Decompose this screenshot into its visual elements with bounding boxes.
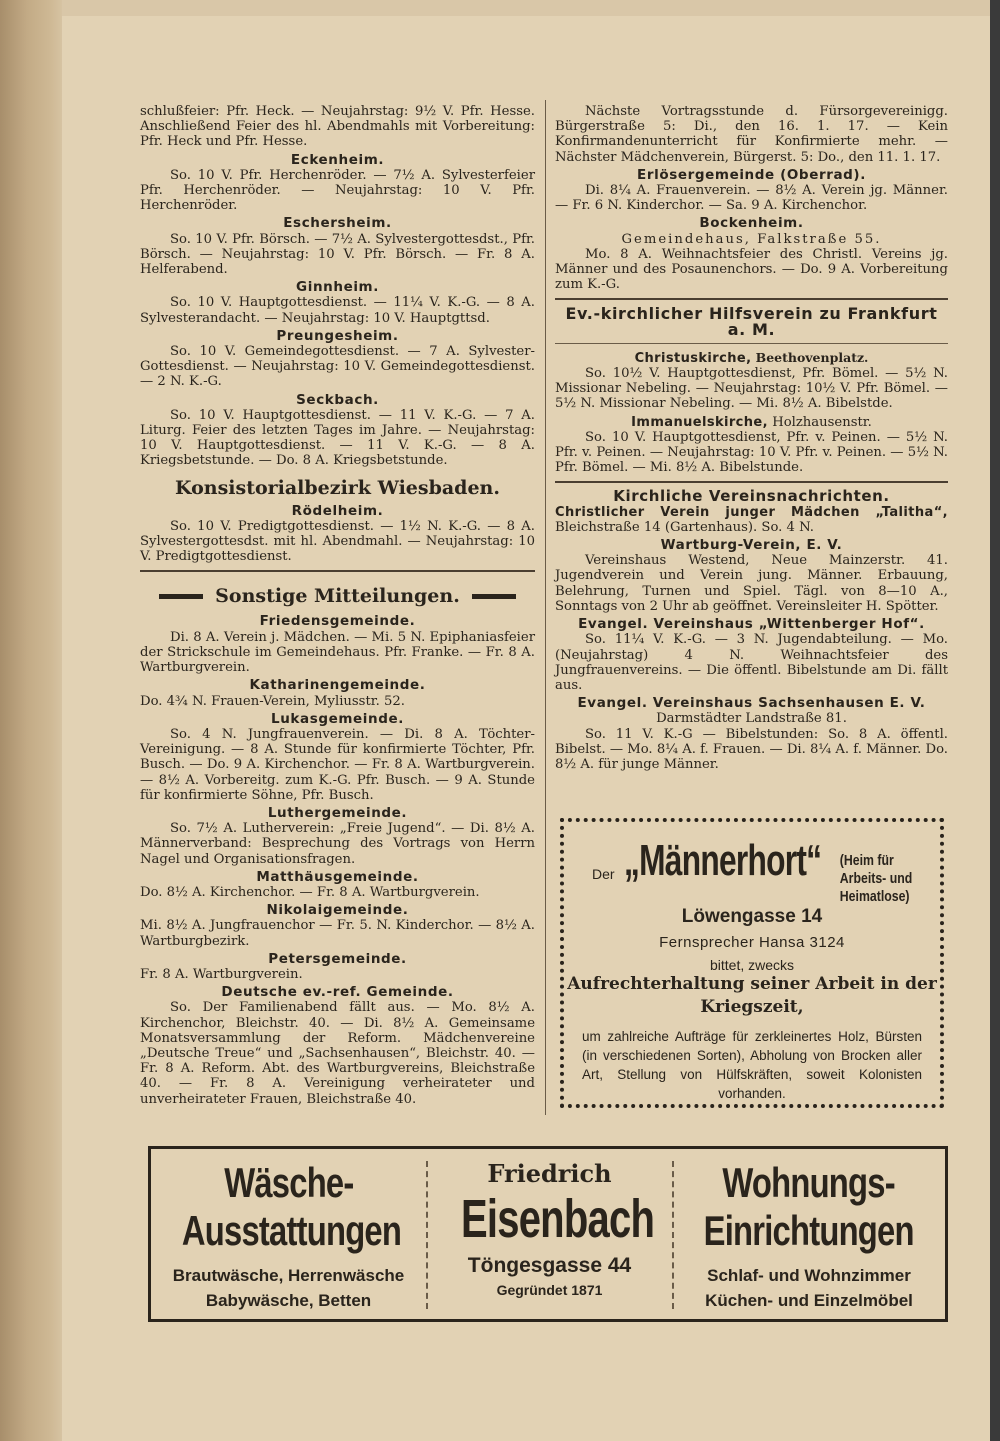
text-friedensgemeinde: Di. 8 A. Verein j. Mädchen. — Mi. 5 N. Epiphaniasfeier der Strickschule im Gemeindehaus. Pfr. Franke. — Fr. 8 A. Wartburgverein. <box>140 629 535 676</box>
heading-eckenheim: Eckenheim. <box>290 151 385 168</box>
immanuelskirche-sub: Holzhausenstr. <box>772 414 872 430</box>
text-ginnheim: So. 10 V. Hauptgottesdienst. — 11¼ V. K.-G. — 8 A. Sylvesterandacht. — Neujahrstag: 10 V. Hauptgttsd. <box>140 295 535 326</box>
right-column <box>555 104 948 775</box>
text-preungesheim: So. 10 V. Gemeindegottesdienst. — 7 A. Sylvester-Gottesdienst. — Neujahrstag: 10 V. Gemeindegottesdienst. — 2 N. K.-G. <box>140 344 535 390</box>
ad-left-line1: Brautwäsche, Herrenwäsche <box>172 1266 405 1285</box>
heading-erloesergemeinde: Erlösergemeinde (Oberrad). <box>637 166 866 183</box>
text-wartburg-verein: Vereinshaus Westend, Neue Mainzerstr. 41. Jugendverein und Verein jung. Männer. Erbauung, Belehrung, Turnen und Spiel. Tägl. von 8—10 A., Sonntags von 2 Uhr ab geöffnet. Vereinsleiter H. Spötter. <box>555 553 948 614</box>
heading-reformed-gemeinde: Deutsche ev.-ref. Gemeinde. <box>221 984 454 1001</box>
left-column <box>140 104 535 1110</box>
ad-waesche: Wäsche- <box>223 1159 354 1206</box>
text-matthaeusgemeinde: Do. 8½ A. Kirchenchor. — Fr. 8 A. Wartburgverein. <box>140 884 480 900</box>
section-heading-vereinsnachrichten: Kirchliche Vereinsnachrichten. <box>613 487 890 506</box>
heading-wittenberger-hof: Evangel. Vereinshaus „Wittenberger Hof“. <box>578 616 925 633</box>
text-talitha <box>555 505 948 535</box>
heading-sachsenhausen: Evangel. Vereinshaus Sachsenhausen E. V. <box>577 695 926 712</box>
heading-preungesheim: Preungesheim. <box>276 327 399 344</box>
maennerhort-strong: Aufrechterhaltung seiner Arbeit in der Kriegszeit, <box>567 974 937 1017</box>
heading-ginnheim: Ginnheim. <box>296 279 379 296</box>
column-divider <box>545 100 546 1115</box>
immanuelskirche-title: Immanuelskirche, <box>631 414 768 430</box>
heading-luthergemeinde: Luthergemeinde. <box>267 804 408 821</box>
maennerhort-note: (Heim für Arbeits- und Heimatlose) <box>839 852 913 905</box>
decor-bar-right <box>472 594 516 599</box>
heading-roedelheim: Rödelheim. <box>291 502 384 519</box>
heading-petersgemeinde: Petersgemeinde. <box>268 950 407 967</box>
text-immanuelskirche: So. 10 V. Hauptgottesdienst, Pfr. v. Peinen. — 5½ N. Pfr. v. Peinen. — Neujahrstag: 10 V. Pfr. v. Peinen. — 5½ N. Pfr. Bömel. — Mi. 8½ A. Bibelstunde. <box>555 429 948 476</box>
heading-wartburg-verein: Wartburg-Verein, E. V. <box>660 537 843 554</box>
text-bockenheim: Mo. 8 A. Weihnachtsfeier des Christl. Vereins jg. Männer und des Posaunenchors. — Do. 9 A. Vorbereitung zum K.-G. <box>555 246 948 293</box>
ad-left-segment <box>151 1149 426 1319</box>
text-erloesergemeinde: Di. 8¼ A. Frauenverein. — 8½ A. Verein jg. Männer. — Fr. 6 N. Kinderchor. — Sa. 9 A. Kirchenchor. <box>555 183 948 214</box>
text-seckbach: So. 10 V. Hauptgottesdienst. — 11 V. K.-G. — 7 A. Liturg. Feier des letzten Tages im Jahre. — Neujahrstag: 10 V. Hauptgottesdienst. — 11 V. K.-G. — 8 A. Kriegsbetstunde. — Do. 8 A. Kriegsbetstunde. <box>140 407 535 469</box>
ad-surname: Eisenbach <box>460 1189 655 1249</box>
maennerhort-appeal: bittet, zwecks <box>709 957 795 973</box>
heading-seckbach: Seckbach. <box>296 391 379 408</box>
heading-nikolaigemeinde: Nikolaigemeinde. <box>266 902 409 919</box>
text-reformed-gemeinde: So. Der Familienabend fällt aus. — Mo. 8½ A. Kirchenchor, Bleichstr. 40. — Di. 8½ A. Gemeinsame Monatsversammlung der Reform. Mädchenvereine „Deutsche Treue“ und „Sachsenhausen“, Bleichstr. 40. — Fr. 8 A. Reform. Abt. des Wartburgvereins, Bleichstraße 40. — Fr. 8 A. Vereinigung verheirateter und unverheirateter Frauen, Bleichstraße 40. <box>140 1000 535 1107</box>
maennerhort-advert <box>560 818 944 1108</box>
ad-founded: Gegründet 1871 <box>496 1282 603 1298</box>
maennerhort-name: „Männerhort“ <box>624 836 822 885</box>
ad-left-line2: Babywäsche, Betten <box>205 1291 372 1310</box>
page-edge <box>990 0 1000 1441</box>
heading-lukasgemeinde: Lukasgemeinde. <box>271 710 404 727</box>
ad-ausstattungen: Ausstattungen <box>181 1207 402 1254</box>
ad-firstname: Friedrich <box>487 1159 612 1188</box>
district-heading: Konsistorialbezirk Wiesbaden. <box>175 476 500 499</box>
bockenheim-address: Gemeindehaus, Falkstraße 55. <box>621 231 882 247</box>
ad-center-segment <box>427 1149 672 1319</box>
text-petersgemeinde: Fr. 8 A. Wartburgverein. <box>140 966 303 982</box>
right-intro-text: Nächste Vortragsstunde d. Fürsorgevereinigg. Bürgerstraße 5: Di., den 16. 1. 17. — Kein Konfirmandenunterricht für Konfirmierte mehr. — Nächster Mädchenverein, Bürgerst. 5: Do., den 11. 1. 17. <box>555 104 948 165</box>
book-binding <box>0 0 62 1441</box>
section-rule-right-3 <box>555 481 948 483</box>
heading-bockenheim: Bockenheim. <box>699 215 804 232</box>
section-heading-other <box>140 584 535 608</box>
text-katharinengemeinde: Do. 4¾ N. Frauen-Verein, Myliusstr. 52. <box>140 693 405 709</box>
text-wittenberger-hof: So. 11¼ V. K.-G. — 3 N. Jugendabteilung. — Mo. (Neujahrstag) 4 N. Weihnachtsfeier des Jungfrauenvereins. — Die öffentl. Bibelstunde am Di. fällt aus. <box>555 632 948 693</box>
maennerhort-address: Löwengasse 14 <box>681 906 823 927</box>
maennerhort-phone: Fernsprecher Hansa 3124 <box>659 934 845 951</box>
sachsenhausen-address: Darmstädter Landstraße 81. <box>656 711 847 727</box>
talitha-text: Bleichstraße 14 (Gartenhaus). So. 4 N. <box>555 519 815 535</box>
text-eckenheim: So. 10 V. Pfr. Herchenröder. — 7½ A. Sylvesterfeier Pfr. Herchenröder. — Neujahrstag: 10 V. Pfr. Herchenröder. <box>140 167 535 214</box>
text-christuskirche: So. 10½ V. Hauptgottesdienst, Pfr. Bömel. — 5½ N. Missionar Nebeling. — Neujahrstag: 10½ V. Pfr. Bömel. — 5½ N. Missionar Nebeling. — Mi. 8½ A. Bibelstde. <box>555 366 948 412</box>
maennerhort-header <box>564 822 940 905</box>
text-sachsenhausen: So. 11 V. K.-G — Bibelstunden: So. 8 A. öffentl. Bibelst. — Mo. 8¼ A. f. Frauen. — Di. 8¼ A. f. Männer. Do. 8½ A. für junge Männer. <box>555 726 948 772</box>
ad-einrichtungen: Einrichtungen <box>703 1207 915 1254</box>
text-roedelheim: So. 10 V. Predigtgottesdienst. — 1½ N. K.-G. — 8 A. Sylvestergottesdst. mit hl. Abendmahl. — Neujahrstag: 10 V. Predigtgottesdienst. <box>140 518 535 565</box>
text-eschersheim: So. 10 V. Pfr. Börsch. — 7½ A. Sylvestergottesdst., Pfr. Börsch. — Neujahrstag: 10 V. Pfr. Börsch. — Fr. 8 A. Helferabend. <box>140 231 535 278</box>
section-rule-right-2 <box>555 343 948 344</box>
section-heading-hilfsverein: Ev.-kirchlicher Hilfsverein zu Frankfurt a. M. <box>565 304 938 339</box>
maennerhort-der: Der <box>592 866 615 882</box>
text-nikolaigemeinde: Mi. 8½ A. Jungfrauenchor — Fr. 5. N. Kinderchor. — 8½ A. Wartburgbezirk. <box>140 918 535 949</box>
heading-christuskirche <box>555 350 948 366</box>
heading-immanuelskirche <box>555 415 948 430</box>
heading-friedensgemeinde: Friedensgemeinde. <box>259 613 416 630</box>
section-rule <box>140 570 535 572</box>
talitha-title: Christlicher Verein junger Mädchen „Talitha“, <box>555 504 948 520</box>
ad-right-line1: Schlaf- und Wohnzimmer <box>707 1266 911 1285</box>
heading-matthaeusgemeinde: Matthäusgemeinde. <box>256 868 419 885</box>
ad-street: Töngesgasse 44 <box>467 1254 632 1277</box>
ad-right-line2: Küchen- und Einzelmöbel <box>705 1291 913 1310</box>
text-luthergemeinde: So. 7½ A. Lutherverein: „Freie Jugend“. — Di. 8½ A. Männerverband: Besprechung des Vortrags von Herrn Nagel und Organisationsfragen. <box>140 821 535 867</box>
decor-bar-left <box>159 594 203 599</box>
ad-right-segment <box>673 1149 945 1319</box>
left-intro-text: schlußfeier: Pfr. Heck. — Neujahrstag: 9½ V. Pfr. Hesse. Anschließend Feier des hl. Abendmahls mit Vorbereitung: Pfr. Heck und Pfr. Hesse. <box>140 104 535 150</box>
text-lukasgemeinde: So. 4 N. Jungfrauenverein. — Di. 8 A. Töchter-Vereinigung. — 8 A. Stunde für konfirmierte Töchter, Pfr. Busch. — Do. 9 A. Kirchenchor. — Fr. 8 A. Wartburgverein. — 8½ A. Vorbereitg. zum K.-G. Pfr. Busch. — 9 A. Stunde für konfirmierte Söhne, Pfr. Busch. <box>140 726 535 803</box>
section-heading-text: Sonstige Mitteilungen. <box>215 585 460 608</box>
christuskirche-title: Christuskirche, <box>634 350 752 366</box>
section-rule-right <box>555 298 948 300</box>
christuskirche-sub: Beethovenplatz. <box>755 349 869 365</box>
eisenbach-advert <box>148 1146 948 1322</box>
ad-wohnungs: Wohnungs- <box>722 1159 896 1206</box>
maennerhort-body: um zahlreiche Aufträge für zerkleinertes Holz, Bürsten (in verschiedenen Sorten), Abholung von Brocken aller Art, Stellung von Hülfskräften, soweit Kolonisten vorhanden. <box>582 1029 922 1101</box>
heading-katharinengemeinde: Katharinengemeinde. <box>249 677 426 694</box>
heading-eschersheim: Eschersheim. <box>283 215 392 232</box>
